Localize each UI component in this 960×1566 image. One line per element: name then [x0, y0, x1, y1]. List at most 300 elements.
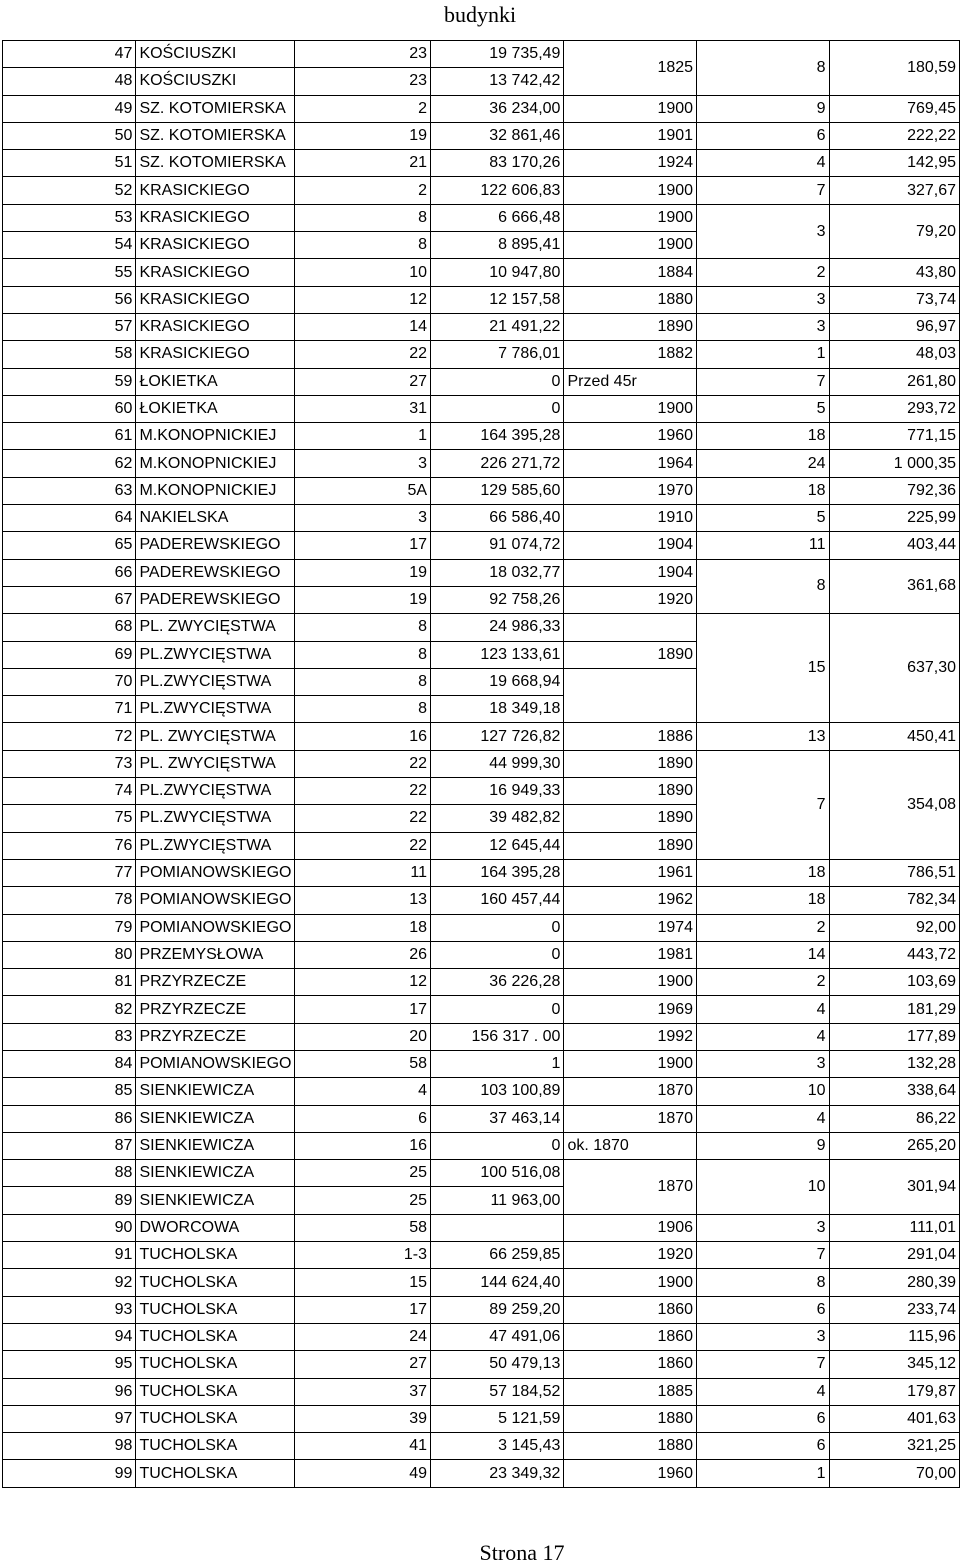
value-cell: 57 184,52 [431, 1378, 564, 1405]
street-cell: SIENKIEWICZA [136, 1078, 295, 1105]
units-cell: 10 [697, 1160, 829, 1215]
house-number-cell: 15 [295, 1269, 431, 1296]
street-cell: KRASICKIEGO [136, 177, 295, 204]
house-number-cell: 8 [295, 614, 431, 641]
value-cell: 18 032,77 [431, 559, 564, 586]
year-cell: 1900 [564, 204, 697, 231]
street-cell: SIENKIEWICZA [136, 1187, 295, 1214]
table-row [3, 1023, 960, 1050]
value-cell: 0 [431, 368, 564, 395]
house-number-cell: 8 [295, 204, 431, 231]
value-cell: 24 986,33 [431, 614, 564, 641]
row-number-cell: 85 [3, 1078, 136, 1105]
area-cell: 786,51 [829, 859, 959, 886]
area-cell: 43,80 [829, 259, 959, 286]
table-row [3, 177, 960, 204]
table-row [3, 1405, 960, 1432]
value-cell: 10 947,80 [431, 259, 564, 286]
units-cell: 15 [697, 614, 829, 723]
year-cell: 1981 [564, 941, 697, 968]
table-row [3, 723, 960, 750]
year-cell: 1886 [564, 723, 697, 750]
street-cell: PL. ZWYCIĘSTWA [136, 614, 295, 641]
year-cell: 1825 [564, 41, 697, 96]
street-cell: PL.ZWYCIĘSTWA [136, 641, 295, 668]
house-number-cell: 3 [295, 450, 431, 477]
street-cell: PRZYRZECZE [136, 1023, 295, 1050]
table-row [3, 614, 960, 641]
street-cell: TUCHOLSKA [136, 1323, 295, 1350]
table-row [3, 1351, 960, 1378]
year-cell: 1906 [564, 1214, 697, 1241]
table-row [3, 477, 960, 504]
house-number-cell: 4 [295, 1078, 431, 1105]
value-cell: 127 726,82 [431, 723, 564, 750]
area-cell: 265,20 [829, 1132, 959, 1159]
area-cell: 179,87 [829, 1378, 959, 1405]
units-cell: 9 [697, 95, 829, 122]
row-number-cell: 67 [3, 586, 136, 613]
street-cell: PL. ZWYCIĘSTWA [136, 750, 295, 777]
house-number-cell: 5A [295, 477, 431, 504]
street-cell: KOŚCIUSZKI [136, 41, 295, 68]
year-cell: 1880 [564, 286, 697, 313]
house-number-cell: 12 [295, 286, 431, 313]
units-cell: 4 [697, 1378, 829, 1405]
year-cell: ok. 1870 [564, 1132, 697, 1159]
units-cell: 8 [697, 1269, 829, 1296]
street-cell: SIENKIEWICZA [136, 1160, 295, 1187]
area-cell: 637,30 [829, 614, 959, 723]
units-cell: 11 [697, 532, 829, 559]
house-number-cell: 22 [295, 750, 431, 777]
value-cell: 164 395,28 [431, 859, 564, 886]
street-cell: SIENKIEWICZA [136, 1132, 295, 1159]
street-cell: PRZYRZECZE [136, 969, 295, 996]
value-cell: 23 349,32 [431, 1460, 564, 1487]
row-number-cell: 53 [3, 204, 136, 231]
year-cell: 1890 [564, 641, 697, 668]
year-cell: 1880 [564, 1405, 697, 1432]
units-cell: 4 [697, 1023, 829, 1050]
house-number-cell: 13 [295, 887, 431, 914]
value-cell: 16 949,33 [431, 778, 564, 805]
row-number-cell: 86 [3, 1105, 136, 1132]
table-row [3, 969, 960, 996]
table-row [3, 941, 960, 968]
area-cell: 345,12 [829, 1351, 959, 1378]
year-cell [564, 696, 697, 723]
house-number-cell: 27 [295, 368, 431, 395]
house-number-cell: 18 [295, 914, 431, 941]
year-cell: 1882 [564, 341, 697, 368]
area-cell: 222,22 [829, 122, 959, 149]
year-cell [564, 668, 697, 695]
value-cell: 0 [431, 1132, 564, 1159]
value-cell: 36 226,28 [431, 969, 564, 996]
row-number-cell: 79 [3, 914, 136, 941]
units-cell: 7 [697, 1351, 829, 1378]
row-number-cell: 48 [3, 68, 136, 95]
value-cell: 7 786,01 [431, 341, 564, 368]
street-cell: TUCHOLSKA [136, 1269, 295, 1296]
value-cell: 8 895,41 [431, 232, 564, 259]
house-number-cell: 25 [295, 1160, 431, 1187]
row-number-cell: 88 [3, 1160, 136, 1187]
value-cell: 50 479,13 [431, 1351, 564, 1378]
table-row [3, 1050, 960, 1077]
house-number-cell: 21 [295, 150, 431, 177]
row-number-cell: 65 [3, 532, 136, 559]
street-cell: TUCHOLSKA [136, 1378, 295, 1405]
house-number-cell: 11 [295, 859, 431, 886]
units-cell: 3 [697, 1050, 829, 1077]
row-number-cell: 66 [3, 559, 136, 586]
year-cell: 1890 [564, 805, 697, 832]
house-number-cell: 22 [295, 341, 431, 368]
table-row [3, 286, 960, 313]
page-footer: Strona 17 [479, 1540, 565, 1565]
table-row [3, 887, 960, 914]
area-cell: 225,99 [829, 505, 959, 532]
year-cell: 1904 [564, 532, 697, 559]
area-cell: 321,25 [829, 1433, 959, 1460]
row-number-cell: 54 [3, 232, 136, 259]
street-cell: KRASICKIEGO [136, 204, 295, 231]
value-cell: 32 861,46 [431, 122, 564, 149]
units-cell: 18 [697, 859, 829, 886]
value-cell: 12 157,58 [431, 286, 564, 313]
value-cell: 19 668,94 [431, 668, 564, 695]
value-cell: 66 259,85 [431, 1242, 564, 1269]
area-cell: 361,68 [829, 559, 959, 614]
table-row [3, 532, 960, 559]
row-number-cell: 78 [3, 887, 136, 914]
area-cell: 73,74 [829, 286, 959, 313]
house-number-cell: 27 [295, 1351, 431, 1378]
street-cell: KRASICKIEGO [136, 341, 295, 368]
row-number-cell: 87 [3, 1132, 136, 1159]
area-cell: 450,41 [829, 723, 959, 750]
value-cell: 144 624,40 [431, 1269, 564, 1296]
value-cell: 44 999,30 [431, 750, 564, 777]
row-number-cell: 89 [3, 1187, 136, 1214]
table-row [3, 204, 960, 231]
year-cell: 1970 [564, 477, 697, 504]
value-cell: 83 170,26 [431, 150, 564, 177]
year-cell: 1969 [564, 996, 697, 1023]
house-number-cell: 23 [295, 41, 431, 68]
street-cell: PADEREWSKIEGO [136, 559, 295, 586]
street-cell: PL. ZWYCIĘSTWA [136, 723, 295, 750]
area-cell: 280,39 [829, 1269, 959, 1296]
row-number-cell: 90 [3, 1214, 136, 1241]
street-cell: SZ. KOTOMIERSKA [136, 150, 295, 177]
value-cell: 3 145,43 [431, 1433, 564, 1460]
area-cell: 403,44 [829, 532, 959, 559]
units-cell: 18 [697, 887, 829, 914]
street-cell: POMIANOWSKIEGO [136, 887, 295, 914]
table-row [3, 1296, 960, 1323]
house-number-cell: 58 [295, 1214, 431, 1241]
value-cell: 164 395,28 [431, 423, 564, 450]
row-number-cell: 83 [3, 1023, 136, 1050]
area-cell: 443,72 [829, 941, 959, 968]
street-cell: M.KONOPNICKIEJ [136, 450, 295, 477]
table-row [3, 1433, 960, 1460]
year-cell: 1885 [564, 1378, 697, 1405]
row-number-cell: 94 [3, 1323, 136, 1350]
table-row [3, 122, 960, 149]
units-cell: 6 [697, 122, 829, 149]
table-row [3, 395, 960, 422]
year-cell: 1880 [564, 1433, 697, 1460]
value-cell [431, 1214, 564, 1241]
units-cell: 4 [697, 996, 829, 1023]
house-number-cell: 23 [295, 68, 431, 95]
row-number-cell: 68 [3, 614, 136, 641]
units-cell: 9 [697, 1132, 829, 1159]
row-number-cell: 98 [3, 1433, 136, 1460]
value-cell: 21 491,22 [431, 313, 564, 340]
units-cell: 4 [697, 150, 829, 177]
units-cell: 1 [697, 1460, 829, 1487]
year-cell: 1870 [564, 1160, 697, 1215]
value-cell: 0 [431, 996, 564, 1023]
units-cell: 8 [697, 41, 829, 96]
house-number-cell: 2 [295, 177, 431, 204]
house-number-cell: 39 [295, 1405, 431, 1432]
units-cell: 10 [697, 1078, 829, 1105]
street-cell: KRASICKIEGO [136, 259, 295, 286]
area-cell: 86,22 [829, 1105, 959, 1132]
units-cell: 5 [697, 395, 829, 422]
year-cell: 1860 [564, 1351, 697, 1378]
row-number-cell: 56 [3, 286, 136, 313]
table-row [3, 41, 960, 68]
units-cell: 8 [697, 559, 829, 614]
area-cell: 103,69 [829, 969, 959, 996]
value-cell: 123 133,61 [431, 641, 564, 668]
year-cell: 1870 [564, 1105, 697, 1132]
year-cell: 1962 [564, 887, 697, 914]
area-cell: 354,08 [829, 750, 959, 859]
value-cell: 19 735,49 [431, 41, 564, 68]
year-cell: 1900 [564, 969, 697, 996]
row-number-cell: 62 [3, 450, 136, 477]
house-number-cell: 19 [295, 586, 431, 613]
year-cell: 1960 [564, 423, 697, 450]
street-cell: POMIANOWSKIEGO [136, 1050, 295, 1077]
street-cell: NAKIELSKA [136, 505, 295, 532]
area-cell: 782,34 [829, 887, 959, 914]
value-cell: 89 259,20 [431, 1296, 564, 1323]
units-cell: 5 [697, 505, 829, 532]
table-row [3, 1242, 960, 1269]
area-cell: 181,29 [829, 996, 959, 1023]
row-number-cell: 97 [3, 1405, 136, 1432]
buildings-table [2, 40, 960, 1488]
street-cell: DWORCOWA [136, 1214, 295, 1241]
house-number-cell: 8 [295, 696, 431, 723]
row-number-cell: 81 [3, 969, 136, 996]
table-row [3, 859, 960, 886]
house-number-cell: 12 [295, 969, 431, 996]
year-cell: 1974 [564, 914, 697, 941]
area-cell: 327,67 [829, 177, 959, 204]
area-cell: 180,59 [829, 41, 959, 96]
units-cell: 24 [697, 450, 829, 477]
row-number-cell: 51 [3, 150, 136, 177]
street-cell: TUCHOLSKA [136, 1296, 295, 1323]
area-cell: 291,04 [829, 1242, 959, 1269]
row-number-cell: 96 [3, 1378, 136, 1405]
units-cell: 6 [697, 1433, 829, 1460]
table-row [3, 259, 960, 286]
units-cell: 18 [697, 423, 829, 450]
value-cell: 92 758,26 [431, 586, 564, 613]
street-cell: PL.ZWYCIĘSTWA [136, 668, 295, 695]
value-cell: 0 [431, 395, 564, 422]
house-number-cell: 8 [295, 668, 431, 695]
row-number-cell: 58 [3, 341, 136, 368]
row-number-cell: 52 [3, 177, 136, 204]
area-cell: 96,97 [829, 313, 959, 340]
house-number-cell: 58 [295, 1050, 431, 1077]
street-cell: PL.ZWYCIĘSTWA [136, 696, 295, 723]
house-number-cell: 2 [295, 95, 431, 122]
year-cell: 1910 [564, 505, 697, 532]
table-row [3, 1323, 960, 1350]
table-row [3, 1460, 960, 1487]
row-number-cell: 64 [3, 505, 136, 532]
row-number-cell: 55 [3, 259, 136, 286]
house-number-cell: 19 [295, 122, 431, 149]
area-cell: 70,00 [829, 1460, 959, 1487]
house-number-cell: 37 [295, 1378, 431, 1405]
table-row [3, 1078, 960, 1105]
units-cell: 3 [697, 286, 829, 313]
units-cell: 2 [697, 914, 829, 941]
row-number-cell: 57 [3, 313, 136, 340]
table-row [3, 1378, 960, 1405]
area-cell: 261,80 [829, 368, 959, 395]
table-row [3, 95, 960, 122]
street-cell: TUCHOLSKA [136, 1405, 295, 1432]
row-number-cell: 73 [3, 750, 136, 777]
street-cell: TUCHOLSKA [136, 1460, 295, 1487]
year-cell: 1900 [564, 232, 697, 259]
house-number-cell: 22 [295, 805, 431, 832]
house-number-cell: 16 [295, 1132, 431, 1159]
value-cell: 37 463,14 [431, 1105, 564, 1132]
street-cell: M.KONOPNICKIEJ [136, 477, 295, 504]
year-cell: 1900 [564, 1050, 697, 1077]
house-number-cell: 1 [295, 423, 431, 450]
units-cell: 3 [697, 204, 829, 259]
value-cell: 12 645,44 [431, 832, 564, 859]
year-cell: 1920 [564, 586, 697, 613]
value-cell: 103 100,89 [431, 1078, 564, 1105]
street-cell: PADEREWSKIEGO [136, 532, 295, 559]
table-row [3, 313, 960, 340]
area-cell: 48,03 [829, 341, 959, 368]
table-row [3, 1269, 960, 1296]
value-cell: 226 271,72 [431, 450, 564, 477]
year-cell: 1961 [564, 859, 697, 886]
row-number-cell: 63 [3, 477, 136, 504]
year-cell: 1890 [564, 778, 697, 805]
year-cell: 1964 [564, 450, 697, 477]
value-cell: 11 963,00 [431, 1187, 564, 1214]
area-cell: 771,15 [829, 423, 959, 450]
year-cell: 1900 [564, 395, 697, 422]
year-cell: 1860 [564, 1296, 697, 1323]
value-cell: 122 606,83 [431, 177, 564, 204]
value-cell: 91 074,72 [431, 532, 564, 559]
table-row [3, 750, 960, 777]
year-cell: 1960 [564, 1460, 697, 1487]
year-cell: 1870 [564, 1078, 697, 1105]
house-number-cell: 6 [295, 1105, 431, 1132]
street-cell: TUCHOLSKA [136, 1242, 295, 1269]
table-row [3, 1105, 960, 1132]
area-cell: 79,20 [829, 204, 959, 259]
value-cell: 100 516,08 [431, 1160, 564, 1187]
area-cell: 1 000,35 [829, 450, 959, 477]
year-cell: 1904 [564, 559, 697, 586]
area-cell: 792,36 [829, 477, 959, 504]
street-cell: KRASICKIEGO [136, 286, 295, 313]
street-cell: PADEREWSKIEGO [136, 586, 295, 613]
street-cell: ŁOKIETKA [136, 368, 295, 395]
table-row [3, 450, 960, 477]
area-cell: 132,28 [829, 1050, 959, 1077]
area-cell: 338,64 [829, 1078, 959, 1105]
units-cell: 6 [697, 1296, 829, 1323]
value-cell: 5 121,59 [431, 1405, 564, 1432]
value-cell: 1 [431, 1050, 564, 1077]
row-number-cell: 77 [3, 859, 136, 886]
street-cell: PL.ZWYCIĘSTWA [136, 805, 295, 832]
units-cell: 1 [697, 341, 829, 368]
units-cell: 13 [697, 723, 829, 750]
row-number-cell: 95 [3, 1351, 136, 1378]
row-number-cell: 84 [3, 1050, 136, 1077]
table-row [3, 1132, 960, 1159]
units-cell: 2 [697, 259, 829, 286]
units-cell: 18 [697, 477, 829, 504]
house-number-cell: 17 [295, 1296, 431, 1323]
street-cell: KRASICKIEGO [136, 313, 295, 340]
table-row [3, 341, 960, 368]
house-number-cell: 3 [295, 505, 431, 532]
house-number-cell: 31 [295, 395, 431, 422]
area-cell: 177,89 [829, 1023, 959, 1050]
units-cell: 7 [697, 1242, 829, 1269]
units-cell: 3 [697, 1323, 829, 1350]
year-cell: 1920 [564, 1242, 697, 1269]
units-cell: 7 [697, 177, 829, 204]
value-cell: 156 317 . 00 [431, 1023, 564, 1050]
value-cell: 0 [431, 914, 564, 941]
row-number-cell: 59 [3, 368, 136, 395]
value-cell: 160 457,44 [431, 887, 564, 914]
row-number-cell: 61 [3, 423, 136, 450]
row-number-cell: 47 [3, 41, 136, 68]
street-cell: POMIANOWSKIEGO [136, 859, 295, 886]
year-cell: 1900 [564, 177, 697, 204]
